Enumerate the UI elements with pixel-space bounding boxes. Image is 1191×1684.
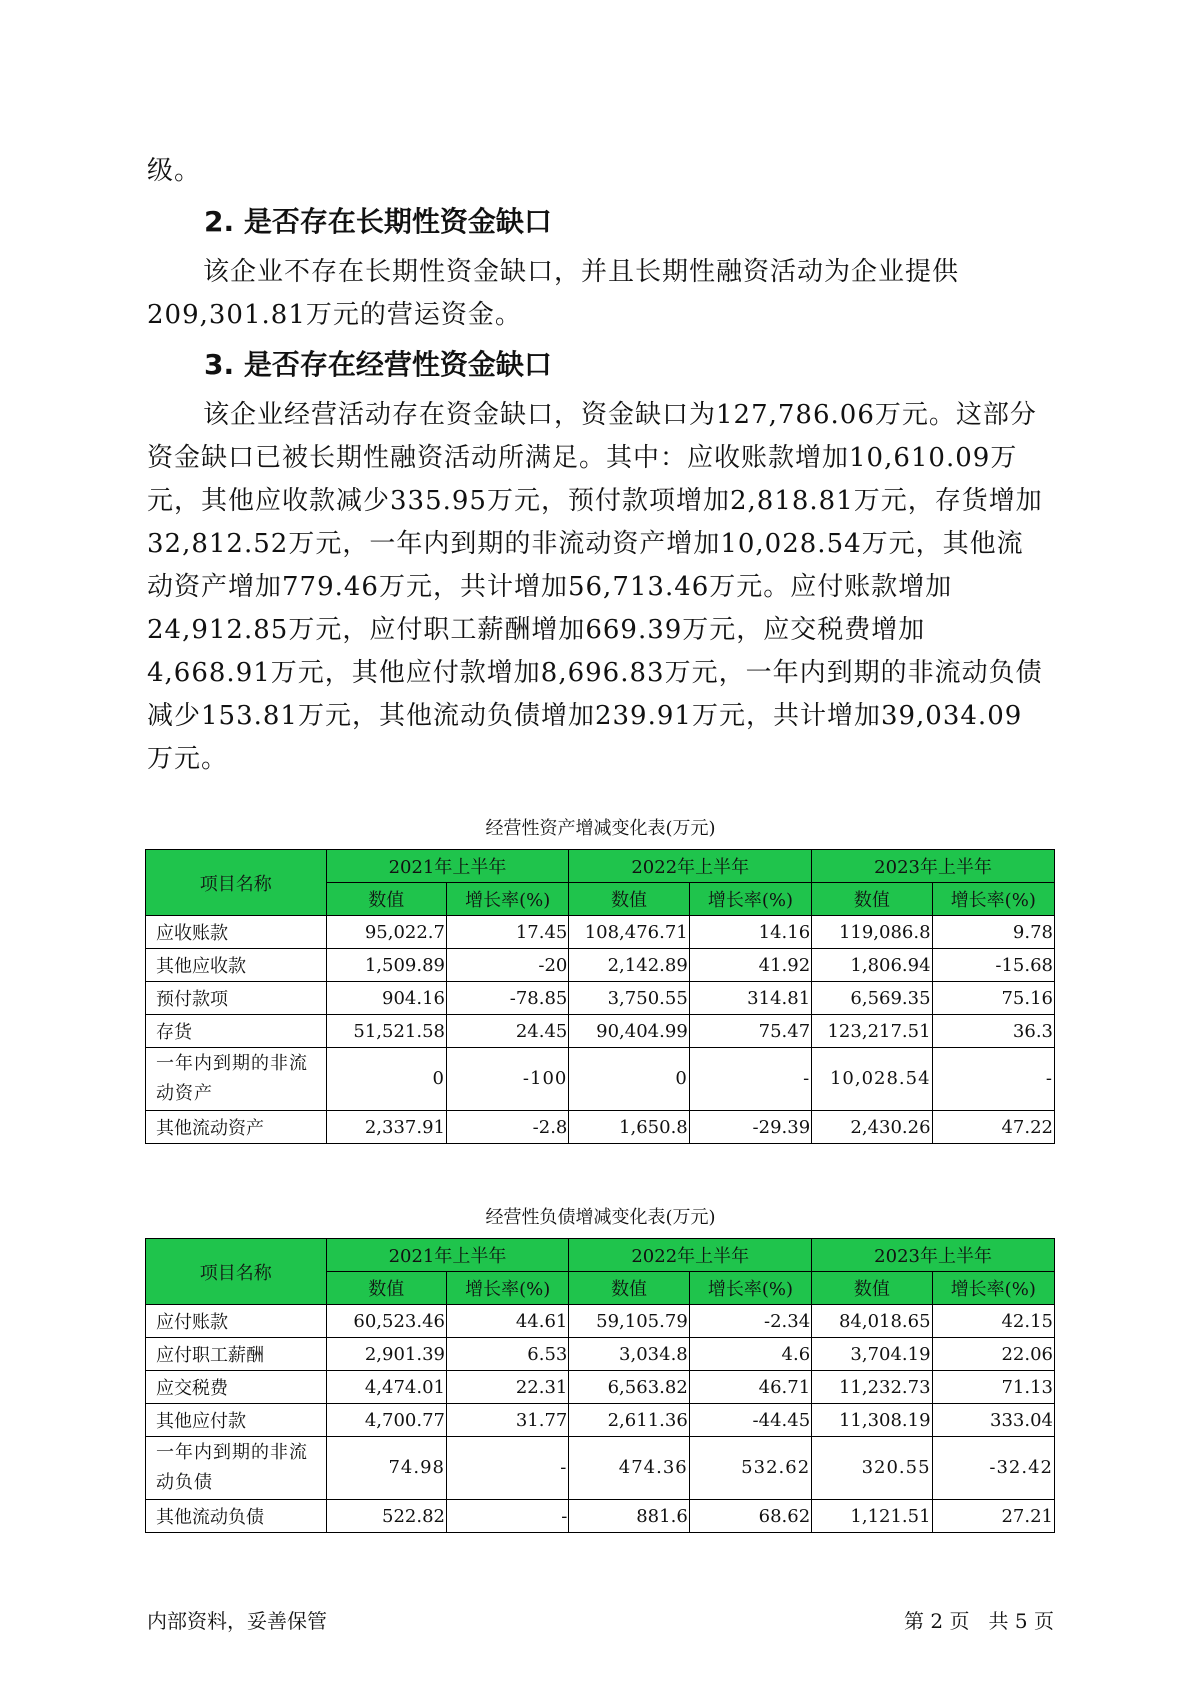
value-cell: 904.16 bbox=[326, 982, 446, 1015]
row-name-cell: 存货 bbox=[146, 1015, 327, 1048]
growth-rate-cell: 41.92 bbox=[689, 949, 811, 982]
row-name-cell: 一年内到期的非流动资产 bbox=[146, 1048, 327, 1111]
value-cell: 123,217.51 bbox=[812, 1015, 932, 1048]
value-cell: 6,563.82 bbox=[569, 1371, 689, 1404]
value-cell: 51,521.58 bbox=[326, 1015, 446, 1048]
row-name-cell: 应交税费 bbox=[146, 1371, 327, 1404]
table-header-name: 项目名称 bbox=[146, 850, 327, 916]
table-subheader: 数值 bbox=[812, 883, 932, 916]
table-subheader: 数值 bbox=[326, 1272, 446, 1305]
value-cell: 1,650.8 bbox=[569, 1111, 689, 1144]
growth-rate-cell: 22.31 bbox=[446, 1371, 568, 1404]
table-subheader: 增长率(%) bbox=[932, 1272, 1054, 1305]
table-row bbox=[146, 1437, 1055, 1500]
table-header-period: 2022年上半年 bbox=[569, 850, 812, 883]
value-cell: 1,121.51 bbox=[812, 1500, 932, 1533]
growth-rate-cell: 17.45 bbox=[446, 916, 568, 949]
row-name-cell: 应收账款 bbox=[146, 916, 327, 949]
table-header-name: 项目名称 bbox=[146, 1239, 327, 1305]
growth-rate-cell: 68.62 bbox=[689, 1500, 811, 1533]
table-subheader: 增长率(%) bbox=[446, 1272, 568, 1305]
value-cell: 74.98 bbox=[326, 1437, 446, 1500]
table-subheader: 增长率(%) bbox=[689, 1272, 811, 1305]
table-header-period: 2021年上半年 bbox=[326, 1239, 569, 1272]
table-subheader: 数值 bbox=[812, 1272, 932, 1305]
table-header-period: 2021年上半年 bbox=[326, 850, 569, 883]
heading-operating-gap: 3. 是否存在经营性资金缺口 bbox=[204, 348, 552, 381]
growth-rate-cell: - bbox=[932, 1048, 1054, 1111]
table-subheader: 增长率(%) bbox=[446, 883, 568, 916]
growth-rate-cell: -78.85 bbox=[446, 982, 568, 1015]
value-cell: 84,018.65 bbox=[812, 1305, 932, 1338]
table-row bbox=[146, 982, 1055, 1015]
table-header-period: 2023年上半年 bbox=[812, 850, 1055, 883]
value-cell: 95,022.7 bbox=[326, 916, 446, 949]
growth-rate-cell: 314.81 bbox=[689, 982, 811, 1015]
table-row bbox=[146, 1048, 1055, 1111]
operating-liabilities-table bbox=[145, 1238, 1055, 1533]
value-cell: 2,901.39 bbox=[326, 1338, 446, 1371]
table-subheader: 数值 bbox=[326, 883, 446, 916]
growth-rate-cell: 4.6 bbox=[689, 1338, 811, 1371]
footer-page-number: 第 2 页 共 5 页 bbox=[904, 1609, 1054, 1633]
table-row bbox=[146, 1371, 1055, 1404]
growth-rate-cell: 36.3 bbox=[932, 1015, 1054, 1048]
growth-rate-cell: -32.42 bbox=[932, 1437, 1054, 1500]
value-cell: 108,476.71 bbox=[569, 916, 689, 949]
table-row bbox=[146, 916, 1055, 949]
table1-caption: 经营性资产增减变化表(万元) bbox=[485, 818, 716, 839]
growth-rate-cell: -100 bbox=[446, 1048, 568, 1111]
row-name-cell: 其他应付款 bbox=[146, 1404, 327, 1437]
value-cell: 60,523.46 bbox=[326, 1305, 446, 1338]
growth-rate-cell: 44.61 bbox=[446, 1305, 568, 1338]
value-cell: 881.6 bbox=[569, 1500, 689, 1533]
value-cell: 6,569.35 bbox=[812, 982, 932, 1015]
growth-rate-cell: 532.62 bbox=[689, 1437, 811, 1500]
value-cell: 1,509.89 bbox=[326, 949, 446, 982]
growth-rate-cell: 31.77 bbox=[446, 1404, 568, 1437]
growth-rate-cell: 47.22 bbox=[932, 1111, 1054, 1144]
growth-rate-cell: - bbox=[446, 1500, 568, 1533]
table-subheader: 增长率(%) bbox=[932, 883, 1054, 916]
row-name-cell: 一年内到期的非流动负债 bbox=[146, 1437, 327, 1500]
value-cell: 2,611.36 bbox=[569, 1404, 689, 1437]
growth-rate-cell: -29.39 bbox=[689, 1111, 811, 1144]
growth-rate-cell: 9.78 bbox=[932, 916, 1054, 949]
value-cell: 4,700.77 bbox=[326, 1404, 446, 1437]
row-name-cell: 其他流动负债 bbox=[146, 1500, 327, 1533]
row-name-cell: 应付账款 bbox=[146, 1305, 327, 1338]
growth-rate-cell: 75.16 bbox=[932, 982, 1054, 1015]
value-cell: 10,028.54 bbox=[812, 1048, 932, 1111]
table-row bbox=[146, 949, 1055, 982]
value-cell: 522.82 bbox=[326, 1500, 446, 1533]
growth-rate-cell: 22.06 bbox=[932, 1338, 1054, 1371]
growth-rate-cell: 333.04 bbox=[932, 1404, 1054, 1437]
growth-rate-cell: 27.21 bbox=[932, 1500, 1054, 1533]
table2-caption: 经营性负债增减变化表(万元) bbox=[485, 1207, 716, 1228]
value-cell: 320.55 bbox=[812, 1437, 932, 1500]
growth-rate-cell: -15.68 bbox=[932, 949, 1054, 982]
row-name-cell: 其他流动资产 bbox=[146, 1111, 327, 1144]
table-subheader: 数值 bbox=[569, 1272, 689, 1305]
table-row bbox=[146, 1338, 1055, 1371]
table-row bbox=[146, 1015, 1055, 1048]
table-subheader: 数值 bbox=[569, 883, 689, 916]
table-row bbox=[146, 1404, 1055, 1437]
table-subheader: 增长率(%) bbox=[689, 883, 811, 916]
growth-rate-cell: -2.34 bbox=[689, 1305, 811, 1338]
table-row bbox=[146, 1111, 1055, 1144]
value-cell: 119,086.8 bbox=[812, 916, 932, 949]
paragraph-long-term-gap: 该企业不存在长期性资金缺口，并且长期性融资活动为企业提供209,301.81万元的营运资金。 bbox=[147, 257, 960, 330]
value-cell: 11,232.73 bbox=[812, 1371, 932, 1404]
value-cell: 3,034.8 bbox=[569, 1338, 689, 1371]
value-cell: 3,704.19 bbox=[812, 1338, 932, 1371]
value-cell: 2,142.89 bbox=[569, 949, 689, 982]
row-name-cell: 应付职工薪酬 bbox=[146, 1338, 327, 1371]
growth-rate-cell: - bbox=[689, 1048, 811, 1111]
value-cell: 3,750.55 bbox=[569, 982, 689, 1015]
growth-rate-cell: 75.47 bbox=[689, 1015, 811, 1048]
value-cell: 2,430.26 bbox=[812, 1111, 932, 1144]
row-name-cell: 预付款项 bbox=[146, 982, 327, 1015]
table-header-period: 2022年上半年 bbox=[569, 1239, 812, 1272]
heading-long-term-gap: 2. 是否存在长期性资金缺口 bbox=[204, 205, 552, 238]
growth-rate-cell: -44.45 bbox=[689, 1404, 811, 1437]
table-row bbox=[146, 1305, 1055, 1338]
paragraph-continuation: 级。 bbox=[147, 156, 202, 186]
value-cell: 59,105.79 bbox=[569, 1305, 689, 1338]
growth-rate-cell: 24.45 bbox=[446, 1015, 568, 1048]
value-cell: 2,337.91 bbox=[326, 1111, 446, 1144]
paragraph-operating-gap: 该企业经营活动存在资金缺口，资金缺口为127,786.06万元。这部分资金缺口已被长期性融资活动所满足。其中：应收账款增加10,610.09万元，其他应收款减少335.95万元，预付款项增加2,818.81万元，存货增加32,812.52万元，一年内到期的非流动资产增加10,028.54万元，其他流动资产增加779.46万元，共计增加56,713.46万元。应付账款增加24,912.85万元，应付职工薪酬增加669.39万元，应交税费增加4,668.91万元，其他应付款增加8,696.83万元，一年内到期的非流动负债减少153.81万元，其他流动负债增加239.91万元，共计增加39,034.09万元。 bbox=[147, 400, 1043, 774]
growth-rate-cell: -2.8 bbox=[446, 1111, 568, 1144]
growth-rate-cell: 6.53 bbox=[446, 1338, 568, 1371]
growth-rate-cell: 46.71 bbox=[689, 1371, 811, 1404]
value-cell: 4,474.01 bbox=[326, 1371, 446, 1404]
growth-rate-cell: 42.15 bbox=[932, 1305, 1054, 1338]
value-cell: 90,404.99 bbox=[569, 1015, 689, 1048]
growth-rate-cell: - bbox=[446, 1437, 568, 1500]
footer-confidential-note: 内部资料，妥善保管 bbox=[147, 1609, 327, 1633]
growth-rate-cell: 14.16 bbox=[689, 916, 811, 949]
table-header-period: 2023年上半年 bbox=[812, 1239, 1055, 1272]
value-cell: 0 bbox=[326, 1048, 446, 1111]
value-cell: 11,308.19 bbox=[812, 1404, 932, 1437]
growth-rate-cell: -20 bbox=[446, 949, 568, 982]
table-row bbox=[146, 1500, 1055, 1533]
value-cell: 0 bbox=[569, 1048, 689, 1111]
value-cell: 1,806.94 bbox=[812, 949, 932, 982]
value-cell: 474.36 bbox=[569, 1437, 689, 1500]
growth-rate-cell: 71.13 bbox=[932, 1371, 1054, 1404]
operating-assets-table bbox=[145, 849, 1055, 1144]
row-name-cell: 其他应收款 bbox=[146, 949, 327, 982]
